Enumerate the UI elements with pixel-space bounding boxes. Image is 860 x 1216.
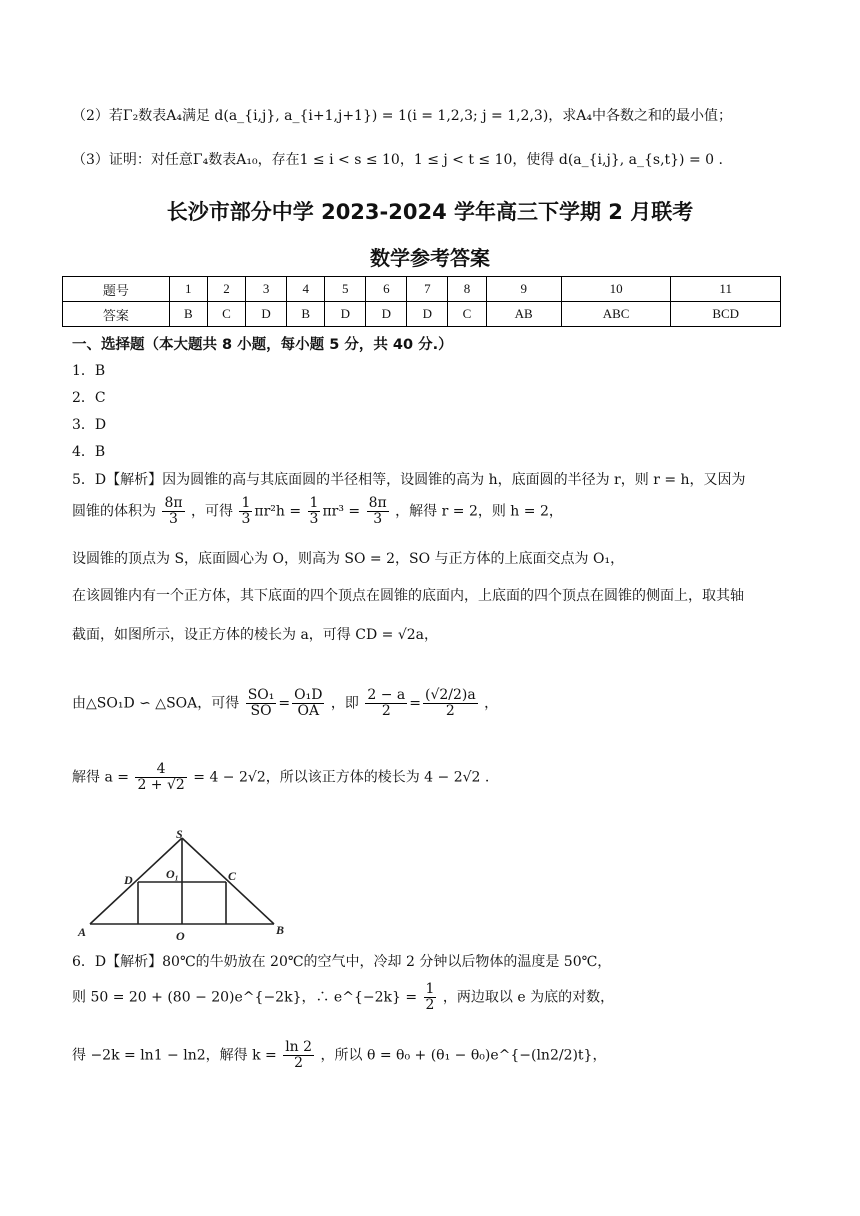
q6-line-2	[72, 982, 614, 1013]
cone-cross-section-figure	[76, 828, 296, 944]
table-cell: BCD	[671, 302, 781, 327]
table-cell: AB	[486, 302, 561, 327]
text-fragment: ，可得	[191, 503, 234, 520]
label-o: O	[176, 929, 185, 943]
text-fragment: ，	[484, 695, 499, 712]
answer-line: 3．D	[72, 417, 107, 433]
text-fragment: ，解得 r = 2，则 h = 2，	[395, 503, 563, 520]
table-cell: 2	[207, 277, 245, 302]
fraction: $\frac{1}{3}$	[241, 495, 251, 527]
table-cell: ABC	[561, 302, 671, 327]
q6-line-3	[72, 1040, 606, 1071]
answer-line: 2．C	[72, 390, 106, 406]
text-fragment: 则 50 = 20 + (80 − 20)e^{−2k}，∴ e^{−2k} =	[72, 989, 418, 1006]
text-fragment: =	[278, 695, 291, 712]
q5-line-1: 5．D【解析】因为圆锥的高与其底面圆的半径相等，设圆锥的高为 h，底面圆的半径为 r，则 r = h，又因为	[72, 472, 746, 488]
table-cell: 1	[169, 277, 207, 302]
table-row-numbers	[63, 277, 781, 302]
fraction: $\frac{8\pi}{3}$	[164, 495, 183, 527]
document-title: 长沙市部分中学 2023-2024 学年高三下学期 2 月联考	[166, 200, 694, 224]
label-a: A	[78, 925, 87, 939]
fraction: $\frac{\text{O₁D}}{OA}$	[294, 687, 323, 719]
table-cell: D	[407, 302, 448, 327]
answer-table	[62, 276, 781, 327]
q5-line-2	[72, 496, 563, 527]
table-cell: 8	[448, 277, 486, 302]
q5-line-3: 设圆锥的顶点为 S，底面圆心为 O，则高为 SO = 2，SO 与正方体的上底面交点为 O₁，	[72, 551, 625, 567]
text-fragment: πr³ =	[322, 503, 361, 520]
label-b: B	[276, 923, 285, 937]
fraction: $\frac{8\pi}{3}$	[368, 495, 387, 527]
table-cell: B	[169, 302, 207, 327]
fraction: $\frac{\ln 2}{2}$	[285, 1039, 313, 1071]
table-cell: 3	[246, 277, 287, 302]
q6-line-1: 6．D【解析】80℃的牛奶放在 20℃的空气中，冷却 2 分钟以后物体的温度是 50℃，	[72, 954, 612, 970]
label-c: C	[228, 869, 237, 883]
section-heading: 一、选择题（本大题共 8 小题，每小题 5 分，共 40 分.）	[72, 337, 453, 353]
text-fragment: πr²h =	[254, 503, 302, 520]
fraction: $\frac{2 - a}{2}$	[367, 687, 406, 719]
text-fragment: =	[409, 695, 421, 712]
text-fragment: 圆锥的体积为	[72, 503, 156, 520]
q5-line-6	[72, 688, 498, 719]
label-s: S	[176, 828, 183, 841]
table-cell: C	[207, 302, 245, 327]
table-cell: D	[366, 302, 407, 327]
table-cell: 7	[407, 277, 448, 302]
q5-line-5: 截面，如图所示，设正方体的棱长为 a，可得 CD = √2a，	[72, 627, 438, 643]
text-fragment: 解得 a =	[72, 769, 129, 786]
text-fragment: = 4 − 2√2，所以该正方体的棱长为 4 − 2√2 .	[193, 769, 490, 786]
table-cell: 6	[366, 277, 407, 302]
fraction: $\frac{\text{SO₁}}{SO}$	[247, 687, 275, 719]
table-cell: 4	[287, 277, 325, 302]
text-fragment: ，即	[330, 695, 359, 712]
q5-line-4: 在该圆锥内有一个正方体，其下底面的四个顶点在圆锥的底面内，上底面的四个顶点在圆锥的侧面上，取其轴	[72, 588, 744, 604]
fraction: $\frac{1}{2}$	[425, 981, 435, 1013]
document-subtitle: 数学参考答案	[370, 246, 490, 270]
answer-line: 1．B	[72, 363, 106, 379]
question-3-line: （3）证明：对任意Γ₄数表A₁₀，存在1 ≤ i < s ≤ 10，1 ≤ j < t ≤ 10，使得 d(a_{i,j}, a_{s,t}) = 0 .	[72, 152, 723, 168]
table-cell: 10	[561, 277, 671, 302]
fraction: $\frac{(√2/2)a}{2}$	[424, 687, 476, 719]
table-cell: D	[325, 302, 366, 327]
fraction: $\frac{1}{3}$	[309, 495, 319, 527]
text-fragment: 得 −2k = ln1 − ln2，解得 k =	[72, 1047, 277, 1064]
row-label: 题号	[63, 277, 170, 302]
table-cell: 11	[671, 277, 781, 302]
table-cell: B	[287, 302, 325, 327]
table-cell: 9	[486, 277, 561, 302]
q5-line-7	[72, 762, 489, 793]
text-fragment: ，所以 θ = θ₀ + (θ₁ − θ₀)e^{−(ln2/2)t}，	[320, 1047, 607, 1064]
label-o1: O₁	[166, 867, 179, 881]
question-2-line: （2）若Γ₂数表A₄满足 d(a_{i,j}, a_{i+1,j+1}) = 1(i = 1,2,3; j = 1,2,3)，求A₄中各数之和的最小值；	[72, 108, 733, 124]
table-row-answers	[63, 302, 781, 327]
text-fragment: ，两边取以 e 为底的对数，	[442, 989, 615, 1006]
table-cell: D	[246, 302, 287, 327]
text-fragment: 由△SO₁D ∽ △SOA，可得	[72, 695, 240, 712]
table-cell: C	[448, 302, 486, 327]
answer-line: 4．B	[72, 444, 106, 460]
table-cell: 5	[325, 277, 366, 302]
label-d: D	[124, 873, 133, 887]
fraction: $\frac{4}{2 + √2}$	[137, 761, 185, 793]
row-label: 答案	[63, 302, 170, 327]
